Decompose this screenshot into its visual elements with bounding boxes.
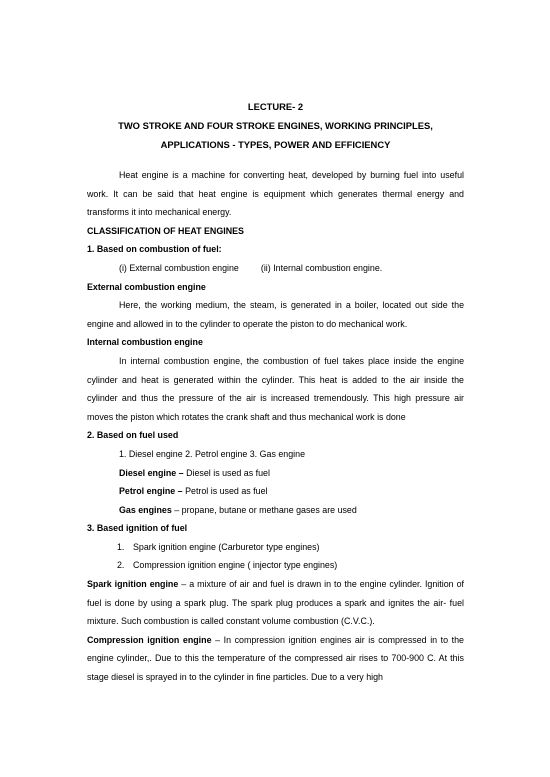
internal-combustion-heading: Internal combustion engine [87,337,203,348]
petrol-engine-text: Petrol is used as fuel [182,486,268,497]
internal-combustion-item: (ii) Internal combustion engine. [260,262,383,273]
diesel-engine-label: Diesel engine – [119,467,184,478]
spark-ignition-paragraph [87,575,464,631]
spark-ignition-text: – a mixture of air and fuel is drawn in to the engine cylinder. Ignition of fuel is done by using a spark plug. The spark plug produces a spark and ignites the air- fuel mixture. Such combustion is called constant volume combustion (C.V.C.). [87,579,464,627]
section-2-heading: 2. Based on fuel used [87,430,179,441]
lecture-title-line-2: APPLICATIONS - TYPES, POWER AND EFFICIENCY [160,139,391,150]
lecture-title-line-1: TWO STROKE AND FOUR STROKE ENGINES, WORKING PRINCIPLES, [118,120,433,131]
fuel-types-list: 1. Diesel engine 2. Petrol engine 3. Gas engine [119,448,306,459]
lecture-number: LECTURE- 2 [247,101,304,112]
external-combustion-paragraph: Here, the working medium, the steam, is generated in a boiler, located out side the engine and allowed in to the cylinder to operate the piston to do mechanical work. [87,300,464,329]
list-item-number: 2. [117,560,125,571]
gas-engine-label: Gas engines [119,504,172,515]
petrol-engine-line [87,482,464,501]
external-combustion-item: (i) External combustion engine [119,262,239,273]
compression-ignition-label: Compression ignition engine [87,634,212,645]
diesel-engine-text: Diesel is used as fuel [183,467,270,478]
document-body [87,97,464,687]
list-item [87,538,464,557]
list-item-text: Compression ignition engine ( injector type engines) [133,560,338,571]
compression-ignition-paragraph [87,631,464,687]
list-item [87,556,464,575]
diesel-engine-line [87,464,464,483]
gas-engine-line [87,501,464,520]
internal-combustion-paragraph: In internal combustion engine, the combustion of fuel takes place inside the engine cylinder and heat is generated within the cylinder. This heat is added to the air inside the cylinder and thus the pressure of the air is increased tremendously. This high pressure air moves the piston which rotates the crank shaft and thus mechanical work is done [87,355,464,422]
combustion-types-list [87,259,464,278]
intro-paragraph: Heat engine is a machine for converting heat, developed by burning fuel into useful work. It can be said that heat engine is equipment which generates thermal energy and transforms it into mechanical energy. [87,170,464,218]
section-3-heading: 3. Based ignition of fuel [87,523,188,534]
compression-ignition-text: – In compression ignition engines air is compressed in to the engine cylinder,. Due to this the temperature of the compressed air rises to 700-900 C. At this stage diesel is sprayed in to the cylinder in fine particles. Due to a very high [87,634,464,683]
gas-engine-text: – propane, butane or methane gases are used [171,504,357,515]
classification-heading: CLASSIFICATION OF HEAT ENGINES [87,225,244,236]
external-combustion-heading: External combustion engine [87,281,206,292]
list-item-number: 1. [117,541,125,552]
list-item-text: Spark ignition engine (Carburetor type engines) [133,541,320,552]
spark-ignition-label: Spark ignition engine [87,579,179,590]
section-1-heading: 1. Based on combustion of fuel: [87,244,222,255]
petrol-engine-label: Petrol engine – [119,486,183,497]
